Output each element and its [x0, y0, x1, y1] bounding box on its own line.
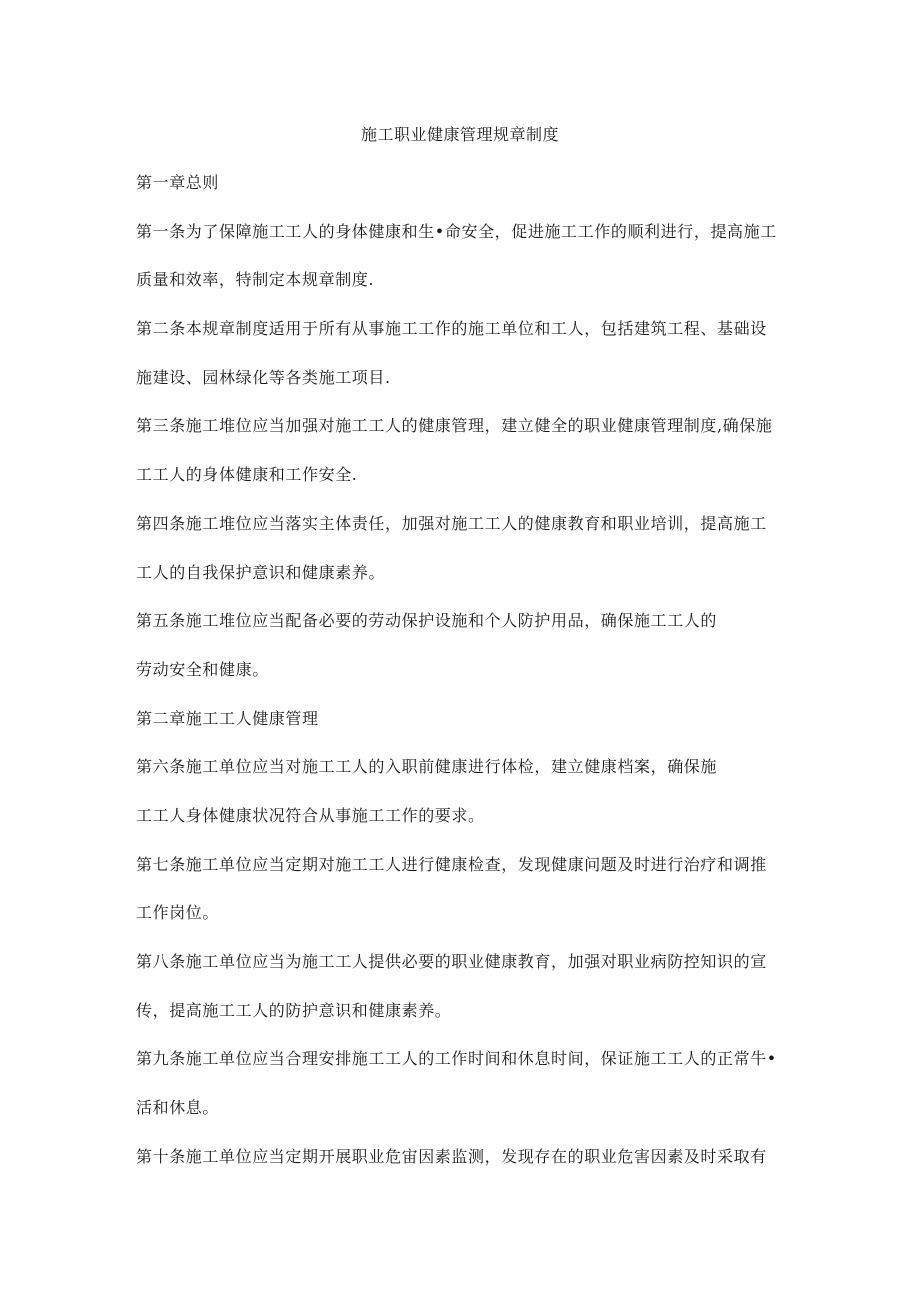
text-line: 工作岗位。 [136, 903, 220, 923]
text-line: 第一条为了保障施工工人的身体健康和生•命安全，促进施工工作的顺利进行，提高施工 [136, 221, 777, 241]
text-line: 工工人身体健康状况符合从事施工工作的要求。 [136, 805, 485, 825]
text-line: 工工人的身体健康和工作安全. [136, 465, 358, 485]
text-line: 第十条施工单位应当定期开展职业危宙因素监测，发现存在的职业危害因素及时采取有 [136, 1146, 767, 1166]
text-line: 第二章施工工人健康管理 [136, 708, 319, 728]
text-line: 第二条本规章制度适用于所有从事施工工作的施工单位和工人，包括建筑工程、基础设 [136, 319, 767, 339]
text-line: 第四条施工堆位应当落实主体责任，加强对施工工人的健康教育和职业培训，提高施工 [136, 513, 767, 533]
text-line: 施建设、园林绿化等各类施工项目. [136, 367, 391, 387]
text-line: 工人的自我保护意识和健康素养。 [136, 562, 386, 582]
document-title: 施工职业健康管理规章制度 [360, 125, 559, 144]
text-line: 第五条施工堆位应当配备必要的劳动保护设施和个人防护用品，确保施工工人的 [136, 611, 718, 631]
text-line: 第七条施工单位应当定期对施工工人进行健康检查，发现健康问题及时进行治疗和调推 [136, 854, 767, 874]
text-line: 第一章总则 [136, 173, 220, 192]
text-line: 第三条施工堆位应当加强对施工工人的健康管理，建立健全的职业健康管理制度,确保施 [136, 416, 773, 436]
text-line: 第六条施工单位应当对施工工人的入职前健康进行体检，建立健康档案，确保施 [136, 757, 718, 777]
document-body [136, 169, 796, 1191]
text-line: 第八条施工单位应当为施工工人提供必要的职业健康教育，加强对职业病防控知识的宣 [136, 952, 767, 971]
text-line: 活和休息。 [136, 1098, 220, 1118]
text-line: 劳动安全和健康。 [136, 659, 269, 679]
text-line: 第九条施工单位应当合理安排施工工人的工作时间和休息时间，保证施工工人的正常牛• [136, 1049, 777, 1069]
text-line: 质量和效率，特制定本规章制度. [136, 270, 375, 290]
text-line: 传，提高施工工人的防护意识和健康素养。 [136, 1000, 452, 1020]
